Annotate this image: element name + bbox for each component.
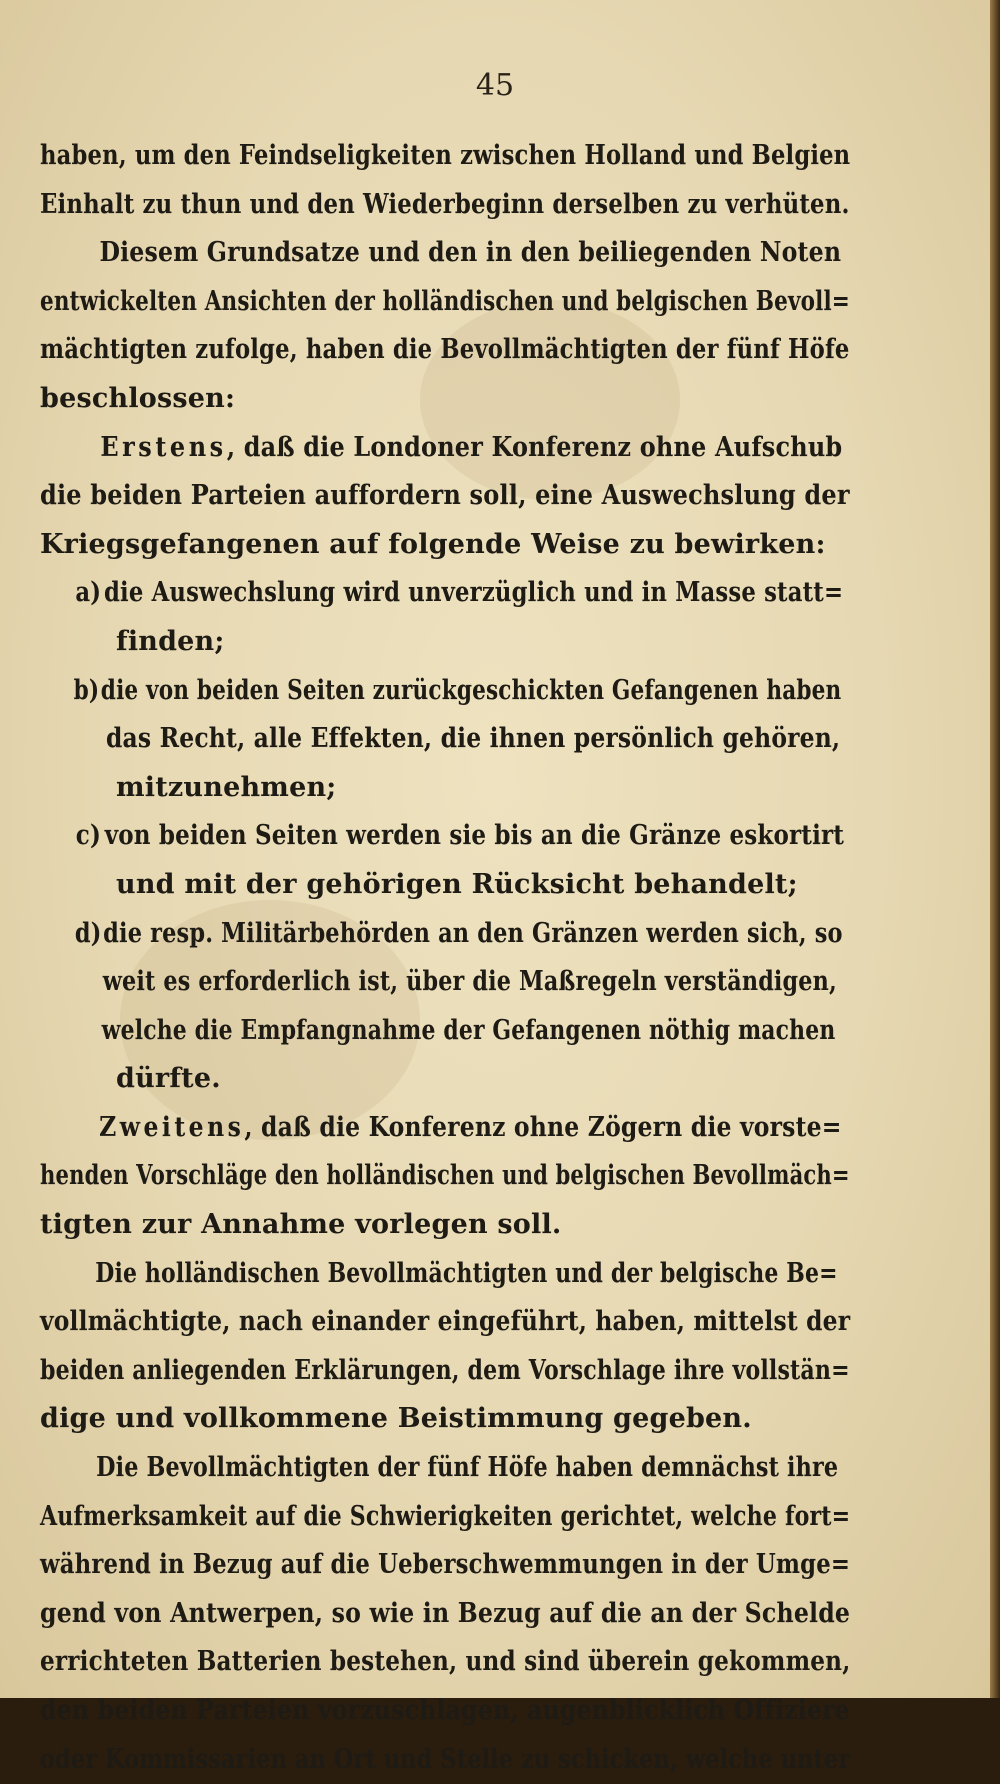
line-text: entwickelten Ansichten der holländischen und belgischen Bevoll= (40, 285, 851, 317)
text-line (40, 1541, 850, 1590)
text-line (40, 1638, 850, 1687)
text-line (40, 958, 913, 1007)
line-text: die resp. Militärbehörden an den Gränzen werden sich, so (103, 917, 843, 949)
text-line (40, 1055, 850, 1104)
line-text: vollmächtigte, nach einander eingeführt, haben, mittelst der (40, 1306, 851, 1338)
text-line (40, 1104, 910, 1153)
text-line (40, 1250, 906, 1299)
line-text: Die holländischen Bevollmächtigten und der belgische Be= (95, 1257, 838, 1289)
line-text: von beiden Seiten werden sie bis an die Gränze eskortirt (104, 820, 845, 852)
line-text: beiden anliegenden Erklärungen, dem Vorschlage ihre vollstän= (40, 1354, 850, 1386)
text-line (40, 569, 885, 618)
line-text: oder Kommissarien an Ort und Stelle zu schicken, welche unter (40, 1743, 851, 1775)
line-text: , daß die Konferenz ohne Zögern die vorste= (244, 1111, 842, 1143)
line-text: tigten zur Annahme vorlegen soll. (40, 1209, 562, 1241)
line-text: Die Bevollmächtigten der fünf Höfe haben demnächst ihre (96, 1452, 839, 1484)
text-line (40, 910, 885, 959)
text-line (40, 715, 916, 764)
text-line (40, 764, 850, 813)
line-text: die Auswechslung wird unverzüglich und in Masse statt= (103, 577, 844, 609)
text-line (40, 1007, 911, 1056)
line-text: weit es erforderlich ist, über die Maßregeln verständigen, (102, 966, 837, 998)
text-line (40, 812, 886, 861)
line-text: mitzunehmen; (116, 771, 337, 803)
line-text: den beiden Parteien vorzuschlagen, augenblicklich Offiziere (40, 1695, 850, 1726)
line-text: Kriegsgefangenen auf folgende Weise zu bewirken: (40, 528, 826, 560)
line-text: die von beiden Seiten zurückgeschickten Gefangenen haben (100, 674, 842, 706)
page-number: 45 (475, 68, 515, 103)
text-line (40, 1444, 906, 1493)
text-line (40, 521, 850, 570)
line-text: gend von Antwerpen, so wie in Bezug auf die an der Schelde (40, 1597, 851, 1629)
text-line (40, 1395, 850, 1444)
text-line (40, 424, 910, 473)
spaced-word: Erstens (100, 431, 227, 463)
line-text: dürfte. (116, 1063, 221, 1095)
list-label: a) (75, 577, 102, 609)
spaced-word: Zweitens (99, 1111, 245, 1143)
text-line (40, 1687, 850, 1736)
text-line (40, 326, 850, 375)
line-text: , daß die Londoner Konferenz ohne Aufschub (226, 431, 843, 463)
line-text: beschlossen: (40, 382, 236, 414)
line-text: das Recht, alle Effekten, die ihnen persönlich gehören, (105, 723, 841, 755)
text-line (40, 1152, 850, 1201)
line-text: Diesem Grundsatze und den in den beiliegenden Noten (99, 237, 842, 269)
line-text: die beiden Parteien auffordern soll, eine Auswechslung der (40, 480, 850, 512)
line-text: haben, um den Feindseligkeiten zwischen Holland und Belgien (40, 140, 851, 171)
line-text: Aufmerksamkeit auf die Schwierigkeiten gerichtet, welche fort= (40, 1500, 851, 1532)
text-line (40, 1298, 850, 1347)
line-text: und mit der gehörigen Rücksicht behandelt; (116, 868, 798, 900)
text-line (40, 1347, 850, 1396)
text-line (40, 1736, 850, 1784)
text-line (40, 181, 850, 230)
line-text: errichteten Batterien bestehen, und sind überein gekommen, (40, 1646, 851, 1678)
line-text: mächtigten zufolge, haben die Bevollmächtigten der fünf Höfe (40, 334, 850, 366)
line-text: henden Vorschläge den holländischen und belgischen Bevollmäch= (40, 1160, 850, 1192)
text-line (40, 278, 850, 327)
text-line (40, 132, 850, 181)
text-line (40, 618, 850, 667)
line-text: welche die Empfangnahme der Gefangenen nöthig machen (101, 1014, 836, 1046)
list-label: b) (73, 674, 100, 706)
list-label: c) (75, 820, 102, 852)
text-line (40, 472, 850, 521)
body-text (40, 132, 850, 1784)
text-line (40, 375, 850, 424)
line-text: finden; (116, 625, 225, 657)
text-line (40, 1201, 850, 1250)
text-line (40, 1590, 850, 1639)
text-line (40, 861, 850, 910)
line-text: während in Bezug auf die Ueberschwemmungen in der Umge= (40, 1549, 851, 1581)
text-line (40, 667, 883, 716)
list-label: d) (74, 917, 102, 949)
line-text: Einhalt zu thun und den Wiederbeginn derselben zu verhüten. (40, 188, 850, 220)
line-text: dige und vollkommene Beistimmung gegeben. (40, 1403, 752, 1435)
page-edge (990, 0, 1000, 1698)
text-line (40, 229, 909, 278)
text-line (40, 1493, 850, 1542)
